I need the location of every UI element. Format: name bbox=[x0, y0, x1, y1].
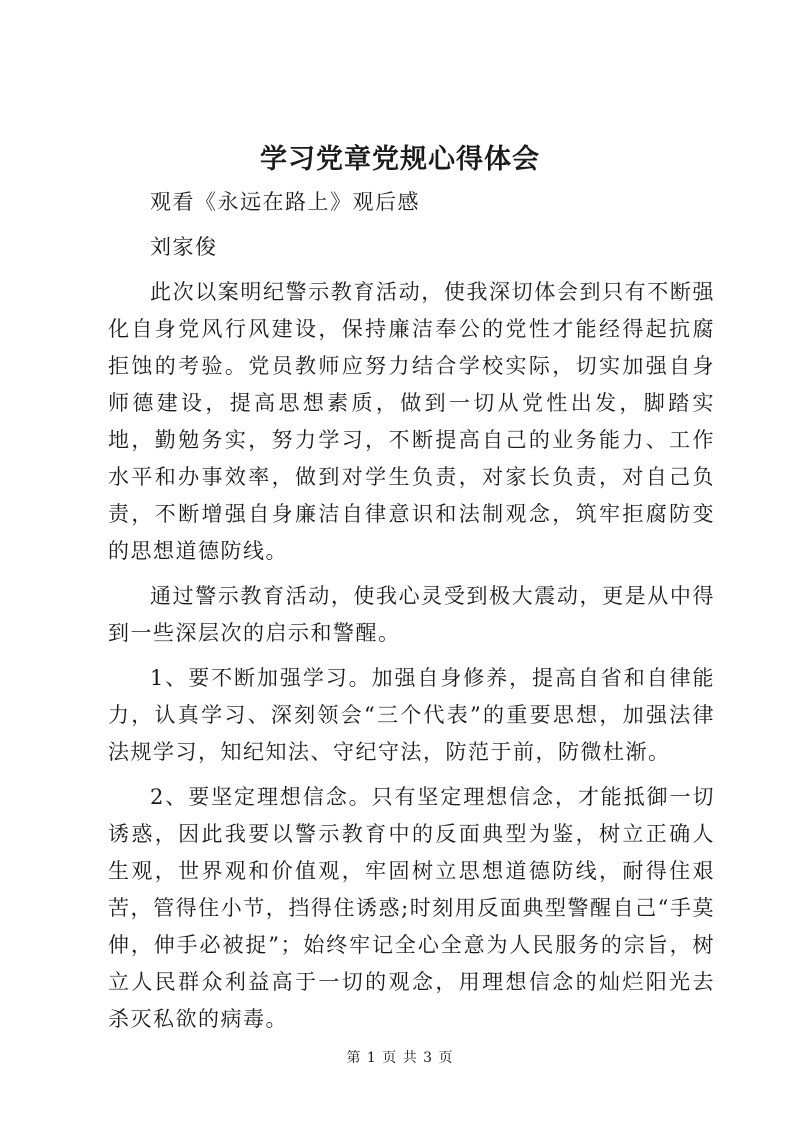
subtitle-line: 观看《永远在路上》观后感 bbox=[150, 190, 420, 214]
body-paragraph: 通过警示教育活动，使我心灵受到极大震动，更是从中得到一些深层次的启示和警醒。 bbox=[108, 584, 715, 645]
body-paragraph: 此次以案明纪警示教育活动，使我深切体会到只有不断强化自身党风行风建设，保持廉洁奉公的党性才能经得起抗腐拒蚀的考验。党员教师应努力结合学校实际，切实加强自身师德建设，提高思想素质，做到一切从党性出发，脚踏实地，勤勉务实，努力学习，不断提高自己的业务能力、工作水平和办事效率，做到对学生负责，对家长负责，对自己负责，不断增强自身廉洁自律意识和法制观念，筑牢拒腐防变的思想道德防线。 bbox=[108, 280, 715, 563]
body-paragraph: 2、要坚定理想信念。只有坚定理想信念，才能抵御一切诱惑，因此我要以警示教育中的反面典型为鉴，树立正确人生观，世界观和价值观，牢固树立思想道德防线，耐得住艰苦，管得住小节，挡得住诱惑;时刻用反面典型警醒自己“手莫伸，伸手必被捉”；始终牢记全心全意为人民服务的宗旨，树立人民群众利益高于一切的观念，用理想信念的灿烂阳光去杀灭私欲的病毒。 bbox=[108, 785, 715, 1031]
document-title: 学习党章党规心得体会 bbox=[260, 144, 540, 175]
body-paragraph: 1、要不断加强学习。加强自身修养，提高自省和自律能力，认真学习、深刻领会“三个代表”的重要思想，加强法律法规学习，知纪知法、守纪守法，防范于前，防微杜渐。 bbox=[108, 666, 715, 764]
author-line: 刘家俊 bbox=[150, 235, 218, 259]
page-footer: 第 1 页 共 3 页 bbox=[346, 1050, 454, 1066]
document-body bbox=[108, 184, 715, 1046]
